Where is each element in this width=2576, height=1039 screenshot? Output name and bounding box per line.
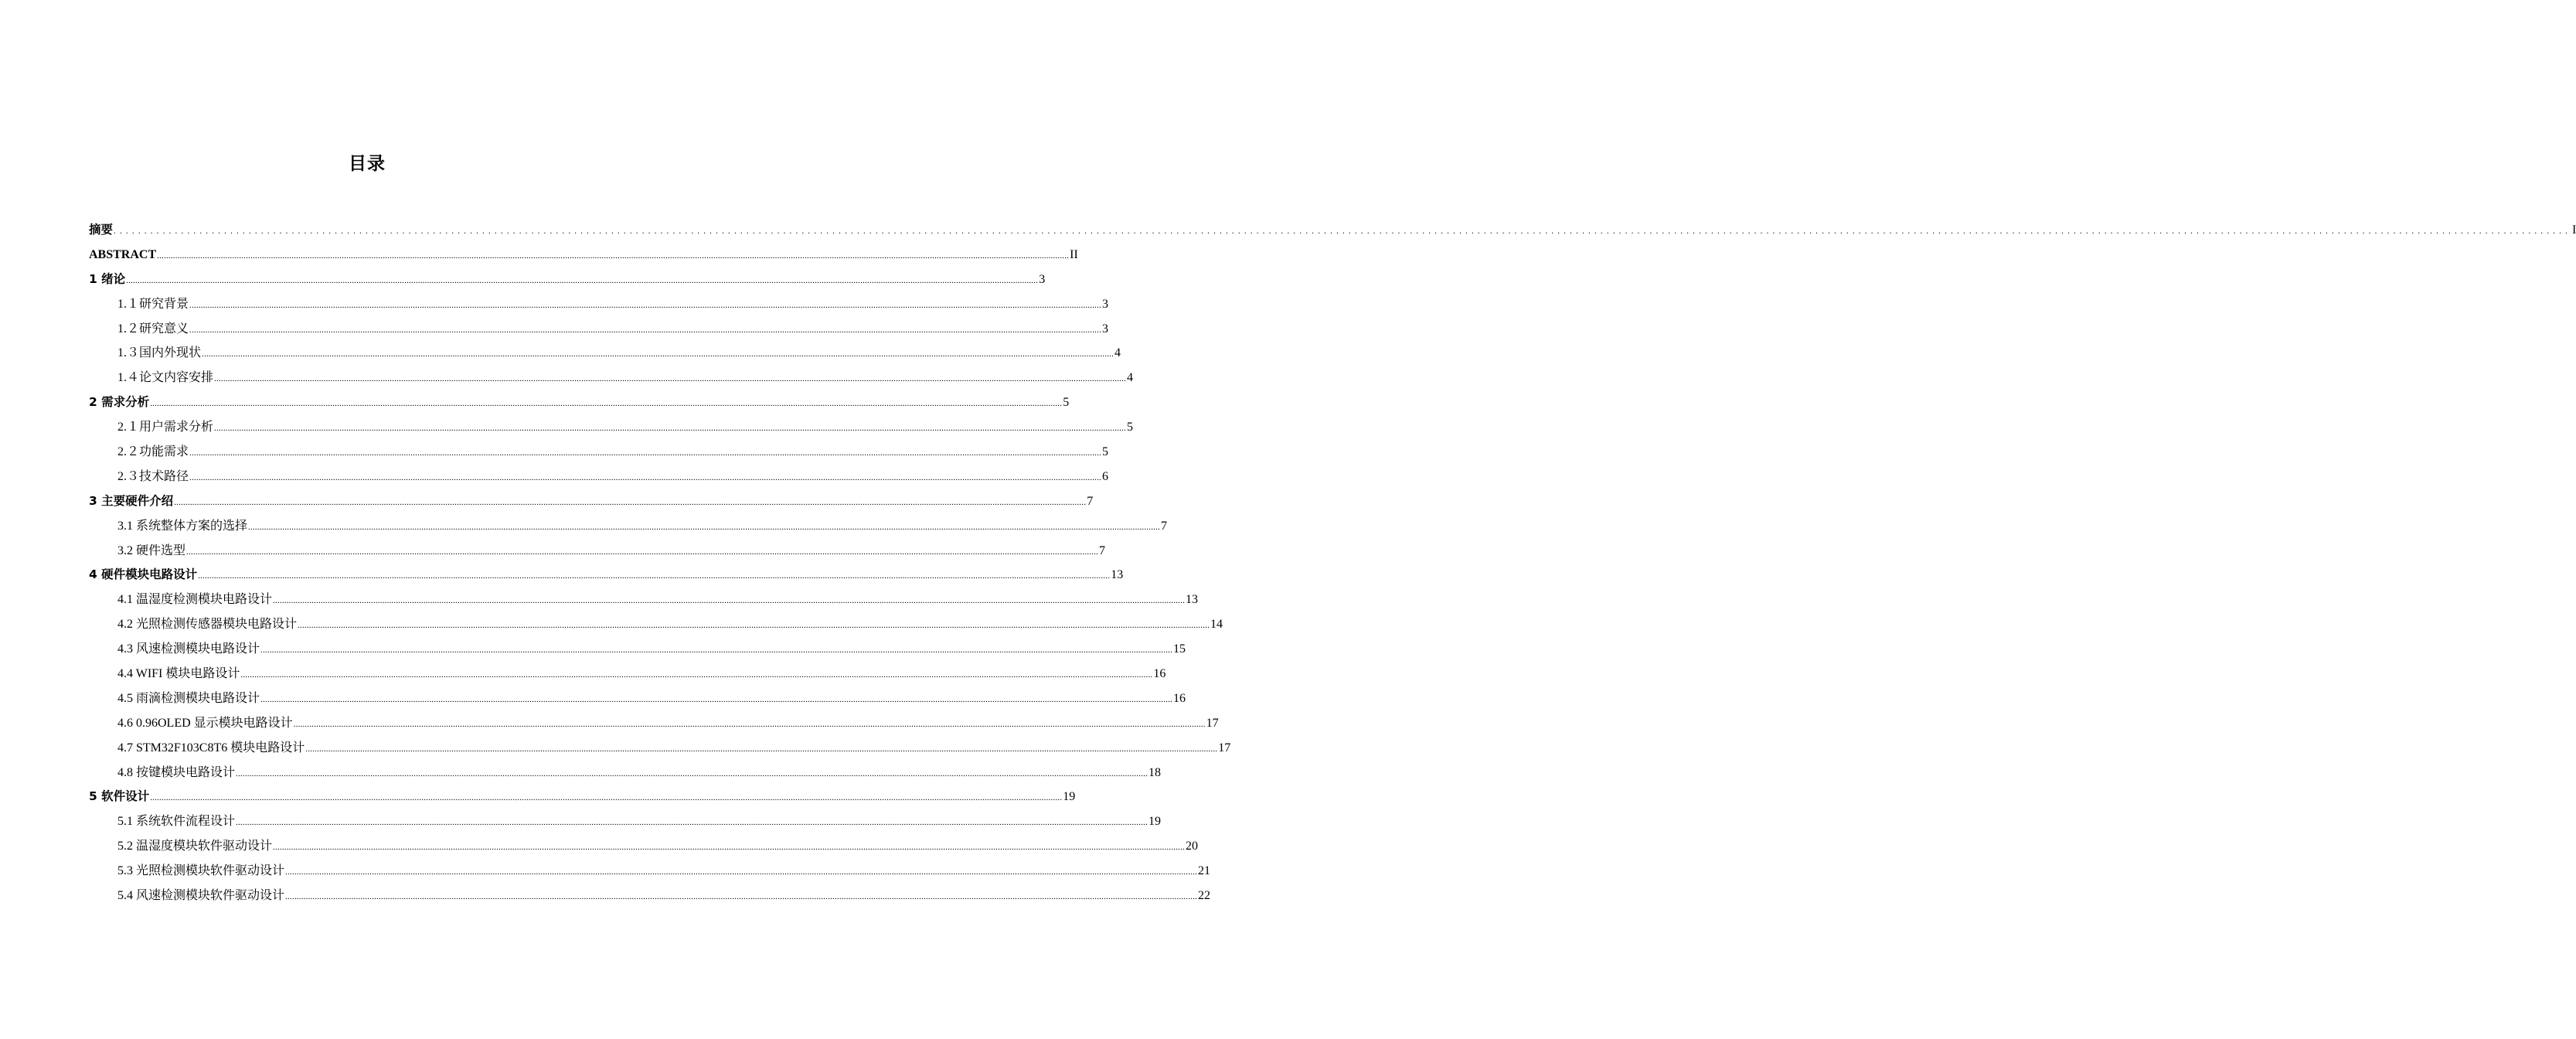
toc-entry-page-number: 20 [1186,840,1199,853]
toc-entry-page-number: 17 [1218,741,1231,755]
toc-entry[interactable] [89,662,1166,686]
toc-entry-label: 3 主要硬件介绍 [89,493,174,508]
toc-entry[interactable] [89,514,1168,539]
dot-leader: ................................................................................................................................................................................................................................................................................................................................................................................................................ [298,621,1210,631]
toc-entry[interactable] [89,317,1109,342]
toc-entry-label: 4.1 温湿度检测模块电路设计 [117,593,273,607]
toc-entry-label: 摘要 [89,223,114,237]
toc-entry-page-number: 19 [1063,790,1076,804]
toc-entry-label: 5.4 风速检测模块软件驱动设计 [117,889,285,903]
page-title: 目录 [349,154,386,174]
toc-entry-label: 4 硬件模块电路设计 [89,567,198,582]
toc-entry-label: 4.3 风速检测模块电路设计 [117,642,260,656]
toc-entry-page-number: 5 [1102,445,1109,459]
toc-entry[interactable] [89,612,1223,637]
dot-leader: ................................................................................................................................................................................................................................................................................................................................................................................................................ [150,399,1063,409]
toc-entry-label: 3.2 硬件选型 [117,543,186,557]
toc-entry-page-number: 15 [1173,642,1186,656]
dot-leader: ................................................................................................................................................................................................................................................................................................................................................................................................................ [189,472,1102,482]
dot-leader: ................................................................................................................................................................................................................................................................................................................................................................................................................ [157,250,1070,261]
toc-entry-page-number: 13 [1186,593,1199,607]
dot-leader: ................................................................................................................................................................................................................................................................................................................................................................................................................ [174,497,1087,507]
toc-entry-page-number: 19 [1148,815,1162,829]
toc-entry[interactable] [89,785,1076,809]
toc-entry-label: 5.3 光照检测模块软件驱动设计 [117,864,285,878]
toc-entry-page-number: 7 [1161,519,1168,533]
toc-entry[interactable] [89,415,1134,440]
dot-leader: ................................................................................................................................................................................................................................................................................................................................................................................................................ [236,768,1148,778]
toc-entry-label: 1.１研究背景 [117,297,189,311]
dot-leader: ................................................................................................................................................................................................................................................................................................................................................................................................................ [285,867,1198,877]
toc-entry[interactable] [89,761,1162,785]
toc-entry-label: ABSTRACT [89,247,157,261]
dot-leader: ................................................................................................................................................................................................................................................................................................................................................................................................................ [189,448,1102,458]
toc-entry-page-number: 22 [1198,889,1211,903]
toc-entry[interactable] [89,563,1124,588]
table-of-contents [89,218,2576,908]
toc-entry-page-number: 3 [1039,272,1046,286]
toc-entry-page-number: 16 [1173,691,1186,705]
toc-entry-page-number: 18 [1148,765,1162,779]
toc-entry[interactable] [89,292,1109,317]
toc-entry-page-number: 16 [1153,667,1166,681]
toc-entry[interactable] [89,588,1199,612]
toc-entry-label: 5.1 系统软件流程设计 [117,815,236,829]
toc-entry-label: 2.１用户需求分析 [117,421,214,434]
toc-entry-label: 2.３技术路径 [117,469,189,483]
toc-entry-page-number: 13 [1111,568,1124,582]
toc-entry-label: 3.1 系统整体方案的选择 [117,519,248,533]
toc-entry[interactable] [89,243,1078,267]
dot-leader: ................................................................................................................................................................................................................................................................................................................................................................................................................ [189,300,1102,310]
toc-entry-page-number: 3 [1102,297,1109,311]
toc-entry-label: 5 软件设计 [89,789,150,804]
dot-leader: ................................................................................................................................................................................................................................................................................................................................................................................................................ [186,547,1099,557]
toc-entry-page-number: 17 [1206,716,1219,730]
toc-entry[interactable] [89,859,1211,884]
toc-entry-label: 2.２功能需求 [117,445,189,459]
toc-entry-page-number: I [2572,223,2576,237]
toc-entry[interactable] [89,809,1162,834]
toc-entry[interactable] [89,366,1134,390]
dot-leader: ................................................................................................................................................................................................................................................................................................................................................................................................................ [214,374,1127,384]
dot-leader: ................................................................................................................................................................................................................................................................................................................................................................................................................ [214,424,1127,434]
toc-entry-label: 1.２研究意义 [117,322,189,336]
toc-entry[interactable] [89,267,1046,292]
toc-entry-label: 1.３国内外现状 [117,346,202,360]
toc-entry-page-number: 4 [1114,346,1121,360]
dot-leader: ................................................................................................................................................................................................................................................................................................................................................................................................................ [273,843,1186,853]
toc-entry-page-number: 14 [1210,618,1223,632]
toc-entry-label: 4.6 0.96OLED 显示模块电路设计 [117,716,293,730]
dot-leader: ................................................................................................................................................................................................................................................................................................................................................................................................................ [126,275,1039,285]
dot-leader: ................................................................................................................................................................................................................................................................................................................................................................................................................ [114,227,2572,236]
toc-entry[interactable] [89,711,1219,736]
toc-entry-label: 1.４论文内容安排 [117,371,214,385]
toc-entry[interactable] [89,637,1186,662]
toc-entry-page-number: 4 [1127,371,1134,385]
toc-entry[interactable] [89,440,1109,465]
toc-entry-page-number: II [1070,247,1078,261]
toc-entry[interactable] [89,465,1109,489]
toc-entry[interactable] [89,736,1231,761]
toc-entry[interactable] [89,390,1070,415]
toc-entry[interactable] [89,218,2576,243]
toc-entry-label: 4.5 雨滴检测模块电路设计 [117,691,260,705]
dot-leader: ................................................................................................................................................................................................................................................................................................................................................................................................................ [273,596,1186,606]
dot-leader: ................................................................................................................................................................................................................................................................................................................................................................................................................ [305,744,1218,754]
toc-entry-label: 4.8 按键模块电路设计 [117,765,236,779]
toc-entry-label: 5.2 温湿度模块软件驱动设计 [117,840,273,853]
dot-leader: ................................................................................................................................................................................................................................................................................................................................................................................................................ [260,694,1173,704]
toc-entry-page-number: 6 [1102,469,1109,483]
toc-entry-label: 1 绪论 [89,271,126,286]
dot-leader: ................................................................................................................................................................................................................................................................................................................................................................................................................ [202,349,1114,359]
toc-entry-page-number: 5 [1063,396,1070,410]
dot-leader: ................................................................................................................................................................................................................................................................................................................................................................................................................ [285,892,1198,902]
toc-entry-page-number: 5 [1127,421,1134,434]
toc-entry-label: 4.4 WIFI 模块电路设计 [117,667,240,681]
dot-leader: ................................................................................................................................................................................................................................................................................................................................................................................................................ [293,719,1206,729]
toc-entry[interactable] [89,686,1186,711]
dot-leader: ................................................................................................................................................................................................................................................................................................................................................................................................................ [189,325,1102,335]
dot-leader: ................................................................................................................................................................................................................................................................................................................................................................................................................ [240,670,1153,680]
toc-entry-page-number: 21 [1198,864,1211,878]
toc-entry[interactable] [89,884,1211,908]
toc-entry-label: 4.2 光照检测传感器模块电路设计 [117,618,298,632]
toc-entry[interactable] [89,834,1199,859]
dot-leader: ................................................................................................................................................................................................................................................................................................................................................................................................................ [198,571,1111,581]
toc-entry-label: 2 需求分析 [89,395,150,410]
toc-entry-page-number: 7 [1087,494,1094,508]
toc-entry[interactable] [89,539,1106,564]
toc-entry[interactable] [89,489,1094,514]
toc-entry-label: 4.7 STM32F103C8T6 模块电路设计 [117,741,305,755]
dot-leader: ................................................................................................................................................................................................................................................................................................................................................................................................................ [248,522,1161,532]
dot-leader: ................................................................................................................................................................................................................................................................................................................................................................................................................ [260,646,1173,656]
dot-leader: ................................................................................................................................................................................................................................................................................................................................................................................................................ [150,793,1063,803]
toc-entry-page-number: 3 [1102,322,1109,336]
dot-leader: ................................................................................................................................................................................................................................................................................................................................................................................................................ [236,818,1148,828]
toc-entry-page-number: 7 [1099,543,1106,557]
toc-entry[interactable] [89,341,1121,366]
